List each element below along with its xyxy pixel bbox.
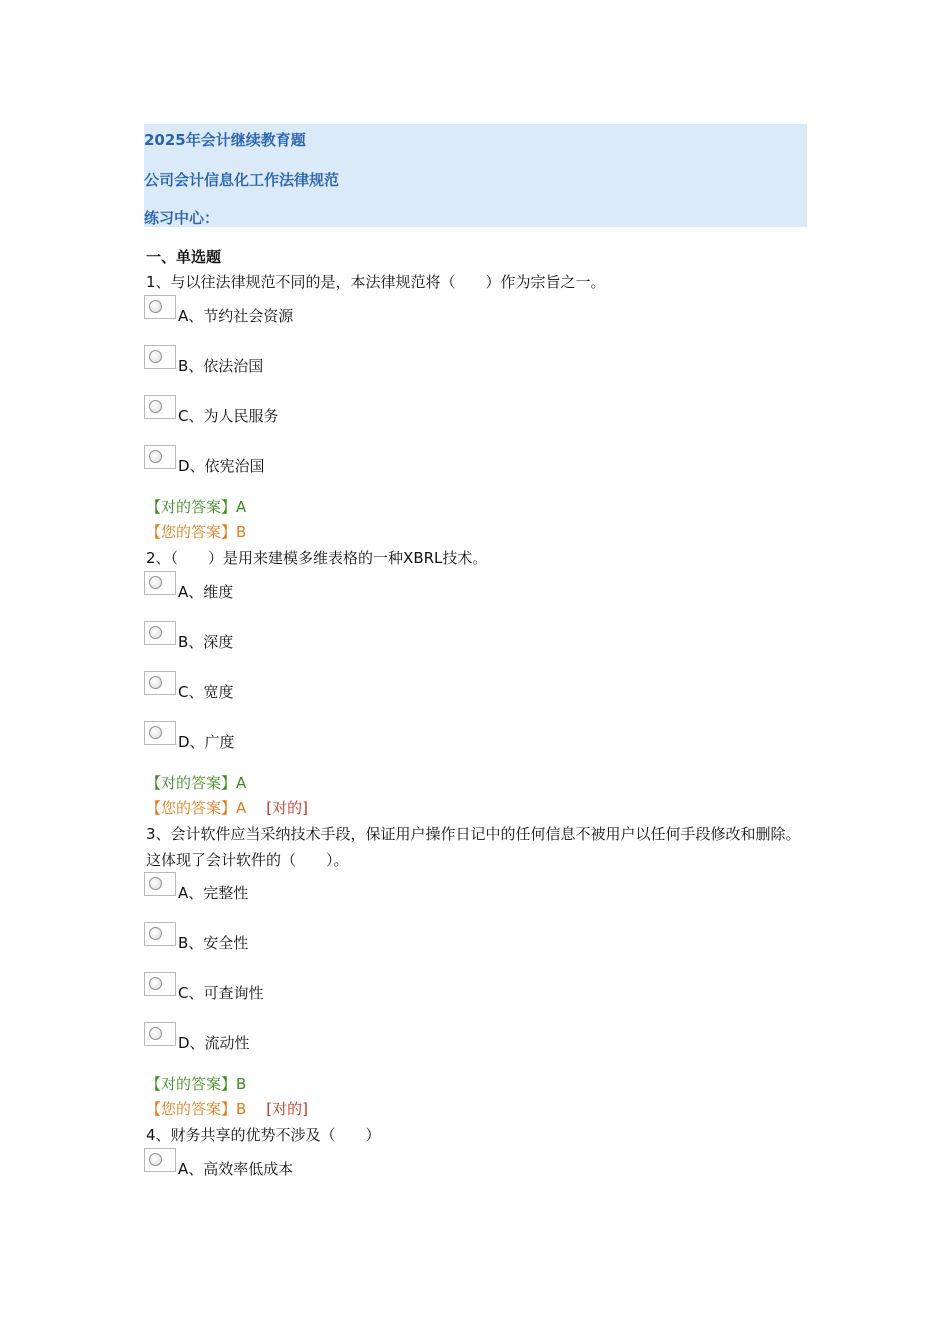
option-label: C、可查询性 bbox=[178, 984, 264, 1002]
radio-button[interactable] bbox=[144, 295, 176, 319]
your-answer-2 bbox=[146, 797, 308, 818]
radio-button[interactable] bbox=[144, 395, 176, 419]
option-label: B、依法治国 bbox=[178, 357, 264, 375]
radio-button[interactable] bbox=[144, 721, 176, 745]
option-label: D、流动性 bbox=[178, 1034, 250, 1052]
option-label: A、高效率低成本 bbox=[178, 1160, 294, 1178]
radio-button[interactable] bbox=[144, 345, 176, 369]
practice-center-label: 练习中心： bbox=[144, 209, 220, 227]
question-3-text: 3、会计软件应当采纳技术手段，保证用户操作日记中的任何信息不被用户以任何手段修改和删除。这体现了会计软件的（ ）。 bbox=[146, 825, 801, 869]
question-4-text: 4、财务共享的优势不涉及（ ） bbox=[146, 1126, 381, 1144]
radio-button[interactable] bbox=[144, 621, 176, 645]
radio-button[interactable] bbox=[144, 1022, 176, 1046]
your-answer-label: 【您的答案】B bbox=[146, 1100, 247, 1118]
radio-circle-icon bbox=[149, 1153, 162, 1166]
exam-title: 2025年会计继续教育题 bbox=[144, 131, 306, 149]
question-1-text: 1、与以往法律规范不同的是，本法律规范将（ ）作为宗旨之一。 bbox=[146, 273, 606, 291]
option-label: D、广度 bbox=[178, 733, 235, 751]
option-label: C、为人民服务 bbox=[178, 407, 279, 425]
your-answer-1: 【您的答案】B bbox=[146, 523, 247, 541]
verdict-badge: [对的] bbox=[266, 799, 308, 817]
option-label: B、深度 bbox=[178, 633, 234, 651]
radio-button[interactable] bbox=[144, 445, 176, 469]
radio-button[interactable] bbox=[144, 972, 176, 996]
option-label: B、安全性 bbox=[178, 934, 249, 952]
option-label: C、宽度 bbox=[178, 683, 234, 701]
option-label: A、维度 bbox=[178, 583, 234, 601]
correct-answer-3: 【对的答案】B bbox=[146, 1075, 247, 1093]
header-banner bbox=[144, 124, 807, 227]
question-2-text: 2、（ ）是用来建模多维表格的一种XBRL技术。 bbox=[146, 549, 488, 567]
radio-button[interactable] bbox=[144, 922, 176, 946]
option-label: A、完整性 bbox=[178, 884, 249, 902]
radio-circle-icon bbox=[149, 350, 162, 363]
radio-circle-icon bbox=[149, 726, 162, 739]
your-answer-3 bbox=[146, 1098, 308, 1119]
radio-circle-icon bbox=[149, 300, 162, 313]
radio-circle-icon bbox=[149, 676, 162, 689]
option-label: A、节约社会资源 bbox=[178, 307, 294, 325]
your-answer-label: 【您的答案】A bbox=[146, 799, 247, 817]
radio-circle-icon bbox=[149, 877, 162, 890]
radio-circle-icon bbox=[149, 1027, 162, 1040]
radio-button[interactable] bbox=[144, 571, 176, 595]
course-title: 公司会计信息化工作法律规范 bbox=[144, 171, 340, 189]
radio-circle-icon bbox=[149, 400, 162, 413]
radio-button[interactable] bbox=[144, 1148, 176, 1172]
radio-button[interactable] bbox=[144, 671, 176, 695]
correct-answer-2: 【对的答案】A bbox=[146, 774, 247, 792]
option-label: D、依宪治国 bbox=[178, 457, 265, 475]
radio-circle-icon bbox=[149, 576, 162, 589]
section-title: 一、单选题 bbox=[146, 248, 222, 266]
radio-circle-icon bbox=[149, 977, 162, 990]
radio-button[interactable] bbox=[144, 872, 176, 896]
verdict-badge: [对的] bbox=[266, 1100, 309, 1118]
radio-circle-icon bbox=[149, 626, 162, 639]
radio-circle-icon bbox=[149, 450, 162, 463]
correct-answer-1: 【对的答案】A bbox=[146, 498, 247, 516]
radio-circle-icon bbox=[149, 927, 162, 940]
